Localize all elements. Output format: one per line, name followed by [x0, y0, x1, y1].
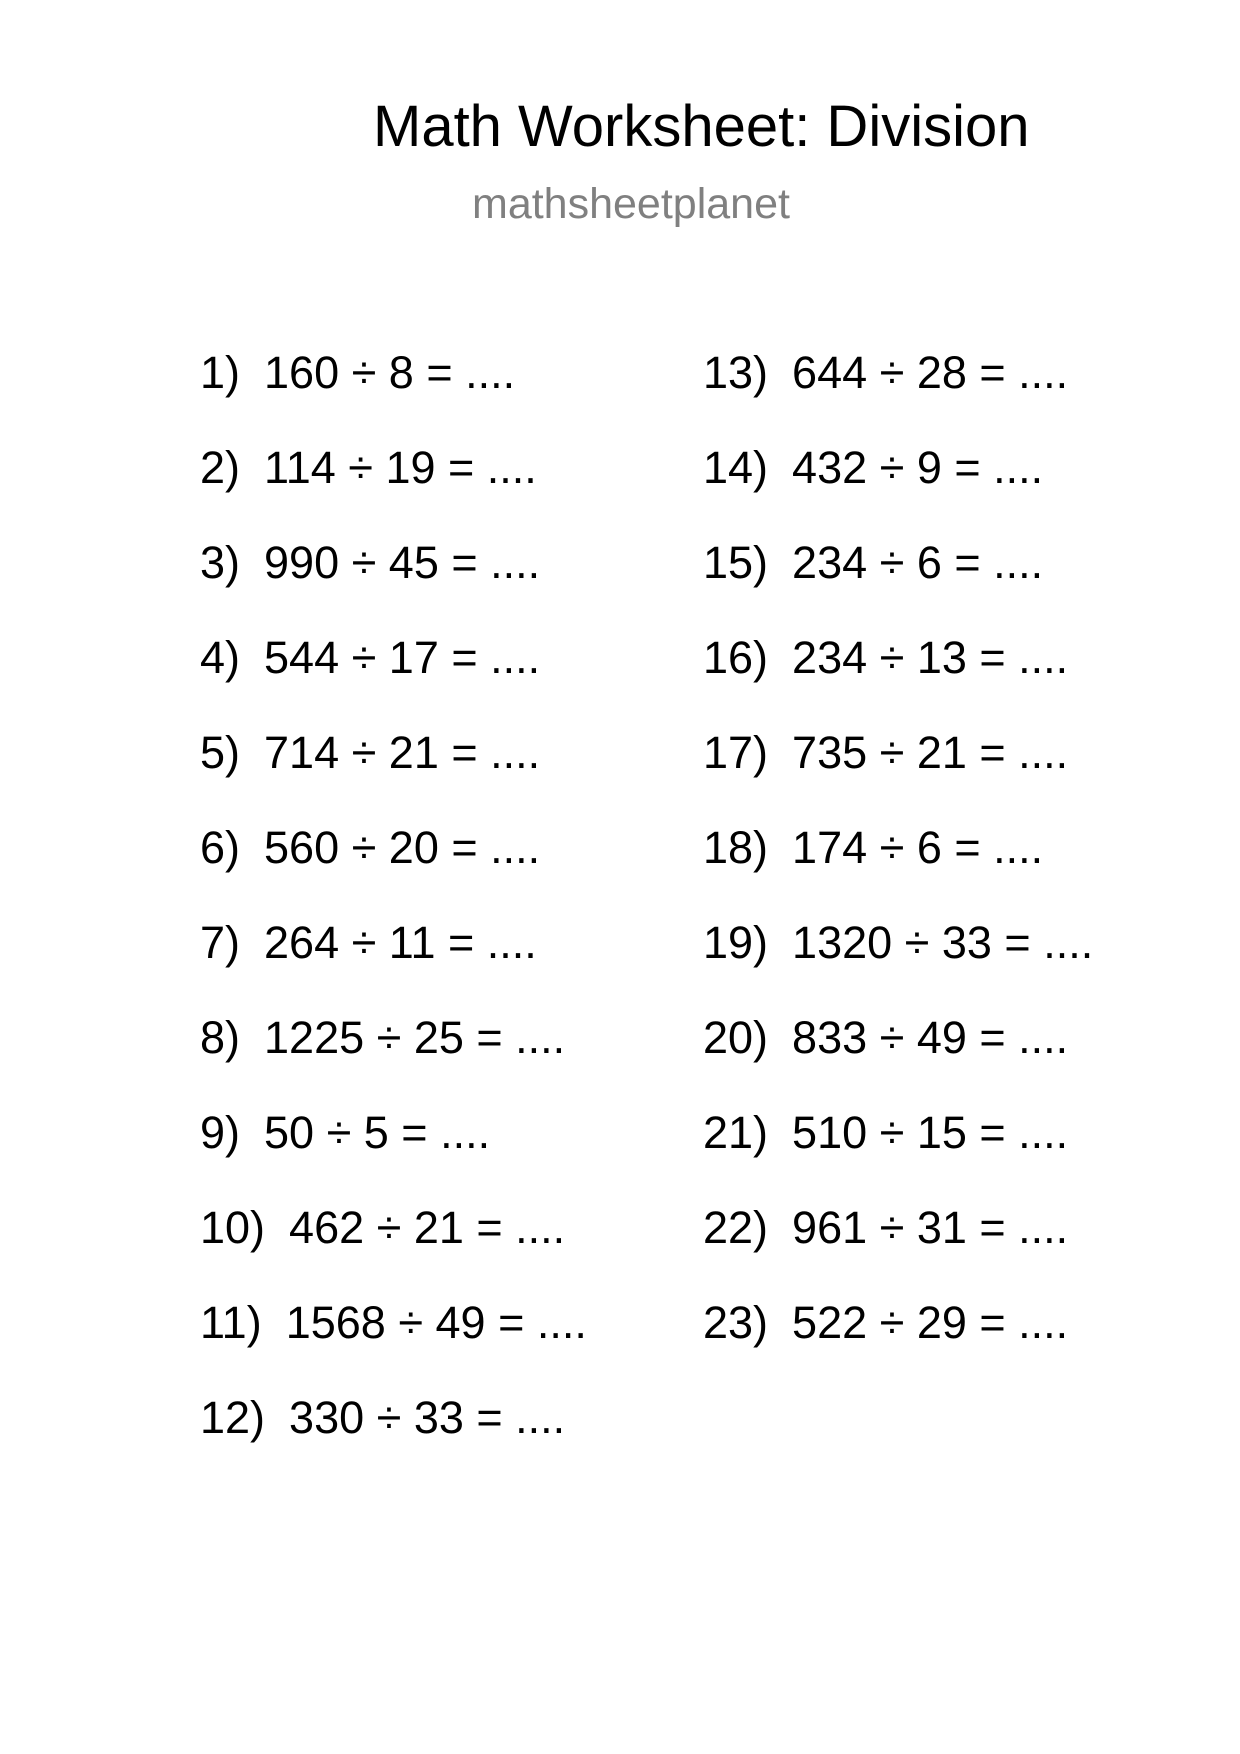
page-subtitle: mathsheetplanet: [472, 180, 790, 228]
problem-item: [200, 727, 587, 825]
problem-expression: 1320 ÷ 33 = ....: [792, 917, 1094, 968]
problem-expression: 432 ÷ 9 = ....: [792, 442, 1044, 493]
problem-item: [703, 442, 1093, 540]
problem-number: 12): [200, 1392, 266, 1443]
problem-expression: 462 ÷ 21 = ....: [289, 1202, 566, 1253]
problem-number: 1): [200, 347, 241, 398]
problem-item: [200, 1107, 587, 1205]
problem-item: [200, 822, 587, 920]
problem-item: [200, 537, 587, 635]
problem-number: 4): [200, 632, 241, 683]
problem-number: 14): [703, 442, 769, 493]
problem-number: 19): [703, 917, 769, 968]
problem-item: [703, 632, 1093, 730]
problem-expression: 644 ÷ 28 = ....: [792, 347, 1069, 398]
problem-item: [200, 1297, 587, 1395]
problem-item: [200, 1202, 587, 1300]
problem-item: [200, 917, 587, 1015]
problem-number: 7): [200, 917, 241, 968]
problem-number: 21): [703, 1107, 769, 1158]
problem-number: 17): [703, 727, 769, 778]
problem-expression: 160 ÷ 8 = ....: [264, 347, 516, 398]
problem-number: 6): [200, 822, 241, 873]
problem-number: 13): [703, 347, 769, 398]
problem-item: [703, 347, 1093, 445]
problem-number: 3): [200, 537, 241, 588]
problem-number: 2): [200, 442, 241, 493]
problem-expression: 234 ÷ 13 = ....: [792, 632, 1069, 683]
problem-item: [703, 917, 1094, 1015]
problem-expression: 174 ÷ 6 = ....: [792, 822, 1044, 873]
problem-item: [200, 1392, 587, 1490]
problem-column-right: [703, 347, 1094, 1395]
problem-number: 15): [703, 537, 769, 588]
problem-number: 22): [703, 1202, 769, 1253]
problem-number: 23): [703, 1297, 769, 1348]
problem-expression: 560 ÷ 20 = ....: [264, 822, 541, 873]
problem-item: [703, 1012, 1093, 1110]
problem-expression: 735 ÷ 21 = ....: [792, 727, 1069, 778]
problem-number: 20): [703, 1012, 769, 1063]
problem-expression: 522 ÷ 29 = ....: [792, 1297, 1069, 1348]
problem-number: 10): [200, 1202, 266, 1253]
problem-number: 9): [200, 1107, 241, 1158]
problem-item: [703, 1297, 1093, 1395]
problem-expression: 1225 ÷ 25 = ....: [264, 1012, 566, 1063]
problem-item: [200, 632, 587, 730]
problem-expression: 234 ÷ 6 = ....: [792, 537, 1044, 588]
problem-number: 16): [703, 632, 769, 683]
problem-item: [200, 1012, 587, 1110]
problem-expression: 961 ÷ 31 = ....: [792, 1202, 1069, 1253]
problem-item: [200, 442, 587, 540]
problem-expression: 50 ÷ 5 = ....: [264, 1107, 491, 1158]
problem-expression: 1568 ÷ 49 = ....: [285, 1297, 587, 1348]
problem-number: 5): [200, 727, 241, 778]
problem-item: [703, 822, 1093, 920]
problem-expression: 990 ÷ 45 = ....: [264, 537, 541, 588]
problem-item: [703, 1107, 1093, 1205]
problem-number: 11): [200, 1297, 262, 1348]
problem-expression: 114 ÷ 19 = ....: [264, 442, 537, 493]
problem-expression: 330 ÷ 33 = ....: [289, 1392, 566, 1443]
problem-item: [703, 537, 1093, 635]
problem-expression: 544 ÷ 17 = ....: [264, 632, 541, 683]
problem-number: 18): [703, 822, 769, 873]
problem-expression: 833 ÷ 49 = ....: [792, 1012, 1069, 1063]
problem-expression: 264 ÷ 11 = ....: [264, 917, 537, 968]
problem-number: 8): [200, 1012, 241, 1063]
problem-expression: 714 ÷ 21 = ....: [264, 727, 541, 778]
page-title: Math Worksheet: Division: [373, 94, 1030, 159]
problem-item: [703, 727, 1093, 825]
problem-expression: 510 ÷ 15 = ....: [792, 1107, 1069, 1158]
problem-item: [703, 1202, 1093, 1300]
problem-item: [200, 347, 587, 445]
problem-column-left: [200, 347, 587, 1490]
